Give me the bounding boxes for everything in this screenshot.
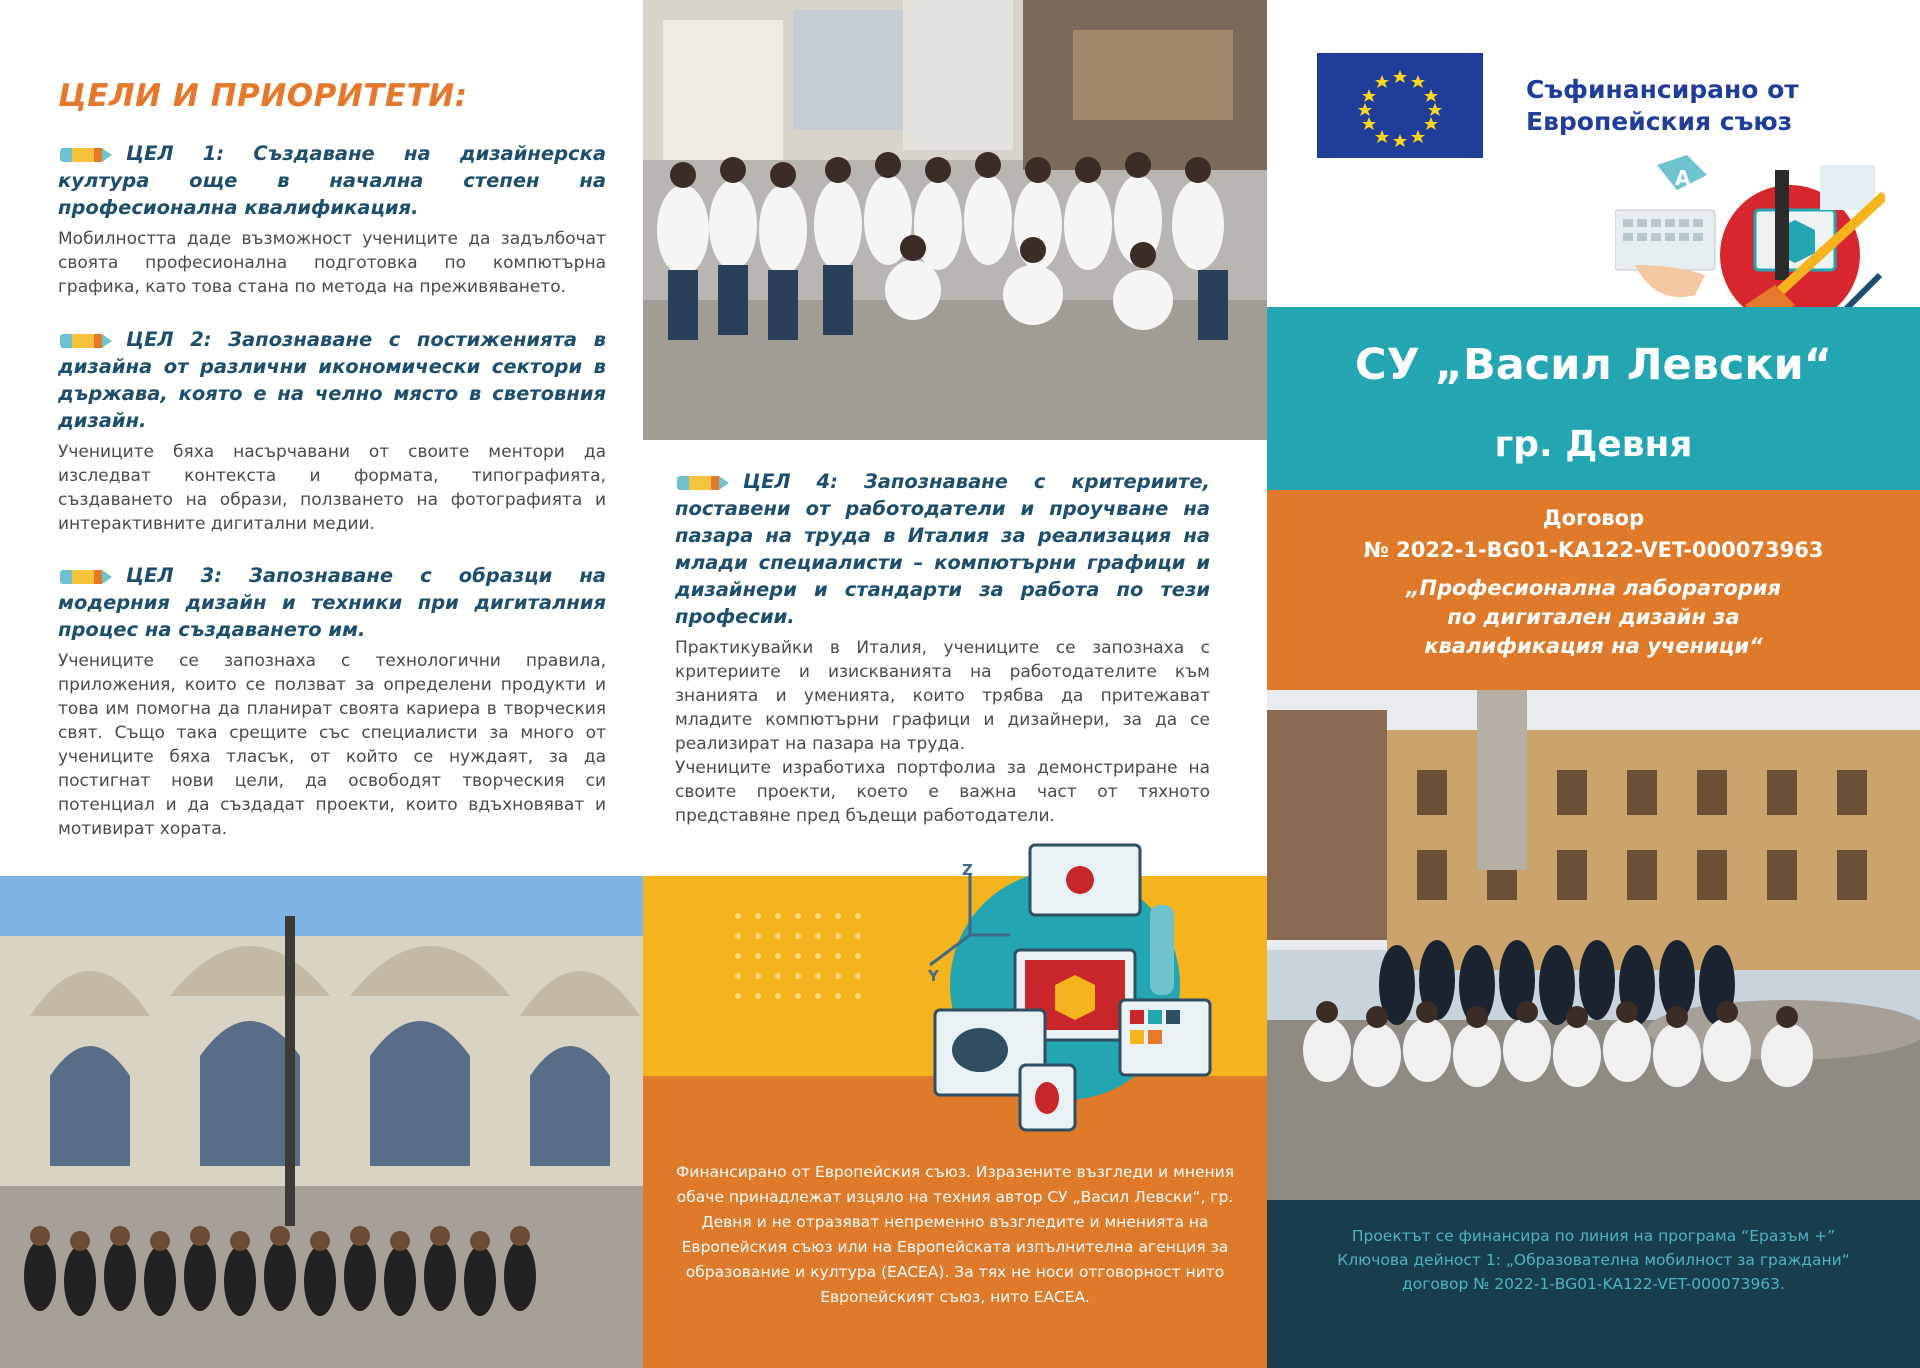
pencil-icon xyxy=(58,330,120,352)
pencil-icon xyxy=(58,566,120,588)
goal-2 xyxy=(58,326,606,536)
project-title-line-1: „Професионална лаборатория xyxy=(1406,576,1781,600)
design-tools-illustration xyxy=(1615,155,1885,330)
goal-4 xyxy=(675,468,1210,828)
project-title-line-2: по дигитален дизайн за xyxy=(1447,605,1740,629)
goal-2-title: ЦЕЛ 2: Запознаване с постиженията в дизайна от различни икономически сектори в държава, която е на челно място в световния дизайн. xyxy=(58,328,606,432)
contract-label: Договор xyxy=(1542,506,1645,530)
goal-3-body: Учениците се запознаха с технологични правила, приложения, които се ползват за определени продукти и това им помогна да планират своята кариера в творческия свят. Също така срещите със специалисти за много от учениците бяха тласък, от който се нуждаят, за да постигнат нови цели, да освободят творческия си потенциал и да създадат проекти, които вдъхновяват и мотивират хората. xyxy=(58,651,606,839)
axis-y-label: Y xyxy=(928,967,939,985)
eu-disclaimer: Финансирано от Европейския съюз. Изразените възгледи и мнения обаче принадлежат изцяло на техния автор СУ „Васил Левски“, гр. Девня и не отразяват непременно възгледите и мненията на Европейския съюз или на Европейската изпълнителна агенция за образование и култура (EACEA). За тях не носи отговорност нито Европейският съюз, нито EACEA. xyxy=(675,1163,1235,1306)
project-note: Проектът се финансира по линия на програма “Еразъм +” Ключова дейност 1: „Образователна мобилност за граждани“ договор № 2022-1-BG01-KA122-VET-000073963. xyxy=(1337,1227,1850,1293)
group-photo-venice xyxy=(0,876,643,1368)
goal-4-body-1: Практикувайки в Италия, учениците се запознаха с критериите и изискванията на работодателите към знанията и уменията, които трябва да притежават младите компютърни графици и дизайнери, за да се реализират на пазара на труда. xyxy=(675,638,1210,754)
goal-1 xyxy=(58,140,606,299)
goal-4-title: ЦЕЛ 4: Запознаване с критериите, поставени от работодатели и проучване на пазара на труда в Италия за реализация на млади специалисти – компютърни графици и дизайнери и стандарти за работа по тези професии. xyxy=(675,470,1210,628)
group-photo-square xyxy=(1267,690,1920,1200)
axis-z-label: Z xyxy=(962,861,973,879)
goal-3-title: ЦЕЛ 3: Запознаване с образци на модерния дизайн и техники при дигиталния процес на създаването им. xyxy=(58,564,606,641)
group-photo-airport xyxy=(643,0,1267,440)
pencil-icon xyxy=(675,472,737,494)
school-town: гр. Девня xyxy=(1494,424,1693,465)
school-name: СУ „Васил Левски“ xyxy=(1355,340,1832,390)
glyph-a-label: A xyxy=(1675,166,1691,190)
goal-1-body: Мобилността даде възможност учениците да задълбочат своята професионална подготовка по компютърна графика, като това стана по метода на преживяването. xyxy=(58,229,606,297)
contract-number: № 2022-1-BG01-KA122-VET-000073963 xyxy=(1363,538,1824,562)
goal-4-body-2: Учениците изработиха портфолиа за демонстриране на своите проекти, което е важна част от тяхното представяне пред бъдещи работодатели. xyxy=(675,758,1210,826)
eu-flag-logo xyxy=(1317,53,1483,158)
goal-3 xyxy=(58,562,606,841)
left-panel xyxy=(0,0,643,876)
computer-design-illustration xyxy=(900,835,1230,1145)
cofinanced-label: Съфинансирано от Европейския съюз xyxy=(1526,75,1799,136)
pencil-icon xyxy=(58,144,120,166)
page-title: ЦЕЛИ И ПРИОРИТЕТИ: xyxy=(58,78,468,114)
project-title-line-3: квалификация на ученици“ xyxy=(1424,634,1763,658)
goal-1-title: ЦЕЛ 1: Създаване на дизайнерска култура още в начална степен на професионална квалификация. xyxy=(58,142,606,219)
goal-2-body: Учениците бяха насърчавани от своите ментори да изследват контекста и формата, типографията, създаването на образи, ползването на фотографията и интерактивните дигитални медии. xyxy=(58,442,606,534)
